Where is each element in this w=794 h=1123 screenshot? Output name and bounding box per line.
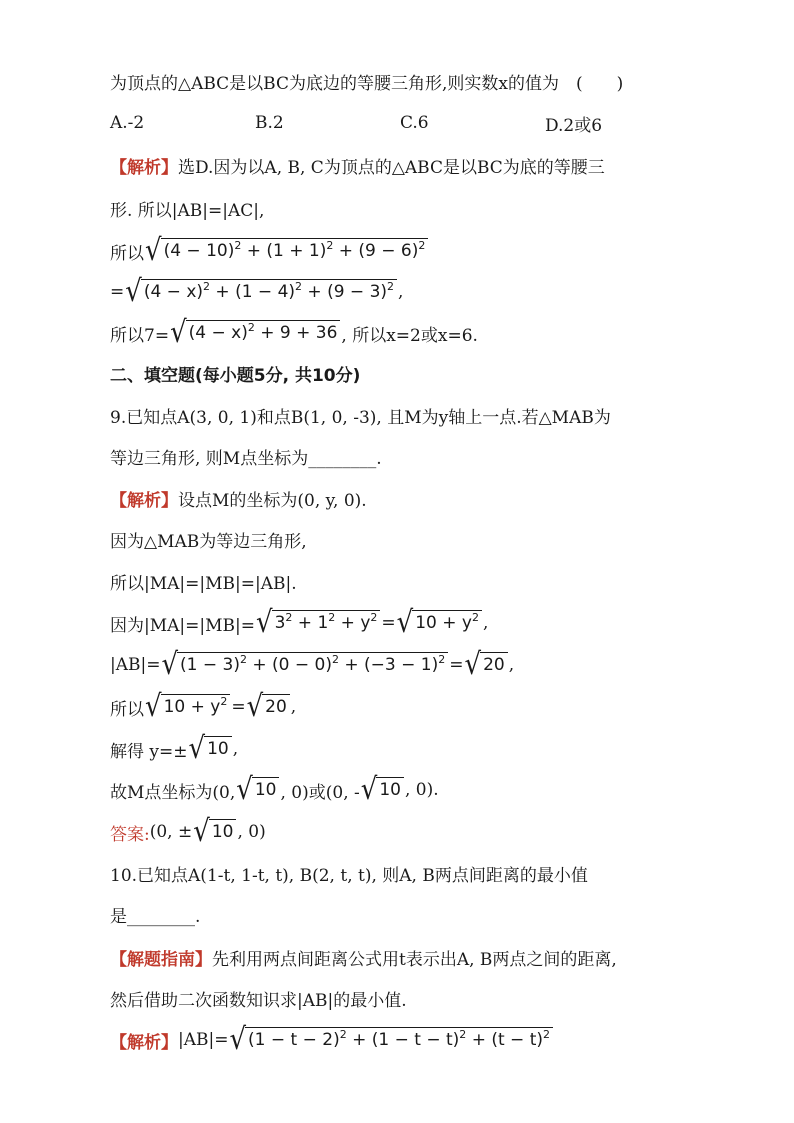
q9-solve: 解得 y=± √ 10 , — [110, 731, 239, 767]
q10-guide-line2 — [110, 978, 734, 1018]
q9-analysis-text1: 设点M的坐标为(0, y, 0). — [178, 490, 367, 511]
option-c: C.6 — [400, 113, 429, 133]
q9-solve-label: 解得 y=± — [110, 741, 188, 762]
q8-conclusion: , 所以x=2或x=6. — [341, 325, 478, 346]
q8-eq3 — [110, 313, 734, 353]
q8-stem — [110, 61, 734, 101]
sqrt-expression: √ 20 — [247, 694, 290, 720]
q9-coord — [110, 770, 734, 810]
sqrt-expression: √ $(4 - x)^2 + 9 + 36$ — [170, 320, 340, 346]
q9-so — [110, 561, 734, 601]
q9-eq2: |AB|= √ $(1 - 3)^2 + (0 - 0)^2 + (-3 - 1)^2$ = √ 20 , — [110, 647, 515, 683]
option-d: D.2或6 — [545, 115, 603, 136]
q8-analysis-text2: 形. 所以|AB|=|AC|, — [110, 200, 265, 221]
q10-guide-text1: 先利用两点间距离公式用t表示出A, B两点之间的距离, — [212, 949, 617, 970]
sqrt-expression: √ 20 — [465, 652, 508, 678]
q9-so-text: 所以|MA|=|MB|=|AB|. — [110, 573, 297, 594]
q10-guide-line1 — [110, 937, 734, 977]
q8-analysis-line2 — [110, 188, 734, 228]
q9-coord-suffix: , 0). — [404, 780, 439, 800]
equals-sign: = — [110, 282, 125, 302]
q10-stem-text2: 是________. — [110, 906, 201, 927]
q9-eq1-label: 因为|MA|=|MB|= — [110, 615, 255, 636]
q9-coord-mid: , 0)或(0, - — [280, 782, 360, 803]
q9-stem-line2 — [110, 436, 734, 476]
q9-coord-prefix: 故M点坐标为(0, — [110, 782, 236, 803]
q9-so-label: 所以 — [110, 699, 144, 720]
q9-stem-text2: 等边三角形, 则M点坐标为________. — [110, 448, 382, 469]
sqrt-expression: √ $(4 - 10)^2 + (1 + 1)^2 + (9 - 6)^2$ — [145, 238, 428, 264]
q8-eq2: = √ $(4 - x)^2 + (1 - 4)^2 + (9 - 3)^2$ , — [110, 274, 404, 310]
sqrt-expression: √ $(1 - 3)^2 + (0 - 0)^2 + (-3 - 1)^2$ — [161, 652, 448, 678]
answer-tag: 答案: — [110, 824, 150, 845]
q8-stem-text: 为顶点的△ABC是以BC为底边的等腰三角形,则实数x的值为 ( ) — [110, 73, 624, 94]
q10-stem-line1 — [110, 853, 734, 893]
q10-analysis — [110, 1020, 734, 1060]
q9-stem-text1: 9.已知点A(3, 0, 1)和点B(1, 0, -3), 且M为y轴上一点.若△MAB为 — [110, 407, 611, 428]
sqrt-expression: √ $3^2 + 1^2 + y^2$ — [256, 610, 380, 636]
q8-analysis-line1 — [110, 145, 734, 185]
sqrt-expression: √ 10 — [236, 777, 279, 803]
sqrt-expression: √ $10 + y^2$ — [397, 610, 482, 636]
sqrt-expression: √ 10 — [193, 819, 236, 845]
analysis-tag: 【解析】 — [110, 1032, 178, 1053]
q8-analysis-text1: 选D.因为以A, B, C为顶点的△ABC是以BC为底的等腰三 — [178, 157, 605, 178]
analysis-tag: 【解析】 — [110, 157, 178, 178]
section-title — [110, 353, 734, 393]
so-label: 所以 — [110, 243, 144, 264]
guide-tag: 【解题指南】 — [110, 949, 212, 970]
q9-ab-label: |AB|= — [110, 655, 161, 675]
q9-eq1: 因为|MA|=|MB|= √ $3^2 + 1^2 + y^2$ = √ $10 + y^2$ , — [110, 605, 489, 641]
sqrt-expression: √ $(1 - t - 2)^2 + (1 - t - t)^2 + (t - t)^2$ — [229, 1027, 553, 1053]
sqrt-expression: √ $(4 - x)^2 + (1 - 4)^2 + (9 - 3)^2$ — [125, 279, 397, 305]
analysis-tag: 【解析】 — [110, 490, 178, 511]
q9-eq3: 所以 √ $10 + y^2$ = √ 20 , — [110, 689, 297, 725]
q10-ab-label: |AB|= — [178, 1030, 229, 1050]
so7-label: 所以7= — [110, 325, 170, 346]
q9-stem-line1 — [110, 395, 734, 435]
sqrt-expression: √ 10 — [361, 777, 404, 803]
option-b: B.2 — [255, 113, 284, 133]
q9-answer — [110, 812, 734, 852]
q10-guide-text2: 然后借助二次函数知识求|AB|的最小值. — [110, 990, 407, 1011]
section2-title: 二、填空题(每小题5分, 共10分) — [110, 365, 361, 386]
sqrt-expression: √ 10 — [189, 736, 232, 762]
q8-eq1 — [110, 231, 734, 271]
q9-analysis — [110, 478, 734, 518]
q9-answer-suffix: , 0) — [237, 822, 266, 842]
sqrt-expression: √ $10 + y^2$ — [145, 694, 230, 720]
q9-because-text: 因为△MAB为等边三角形, — [110, 531, 307, 552]
option-a: A.-2 — [110, 113, 145, 133]
q10-stem-line2 — [110, 894, 734, 934]
q9-because — [110, 519, 734, 559]
q9-answer-prefix: (0, ± — [149, 822, 193, 842]
q8-options — [110, 103, 734, 143]
q10-stem-text1: 10.已知点A(1-t, 1-t, t), B(2, t, t), 则A, B两点间距离的最小值 — [110, 865, 588, 886]
